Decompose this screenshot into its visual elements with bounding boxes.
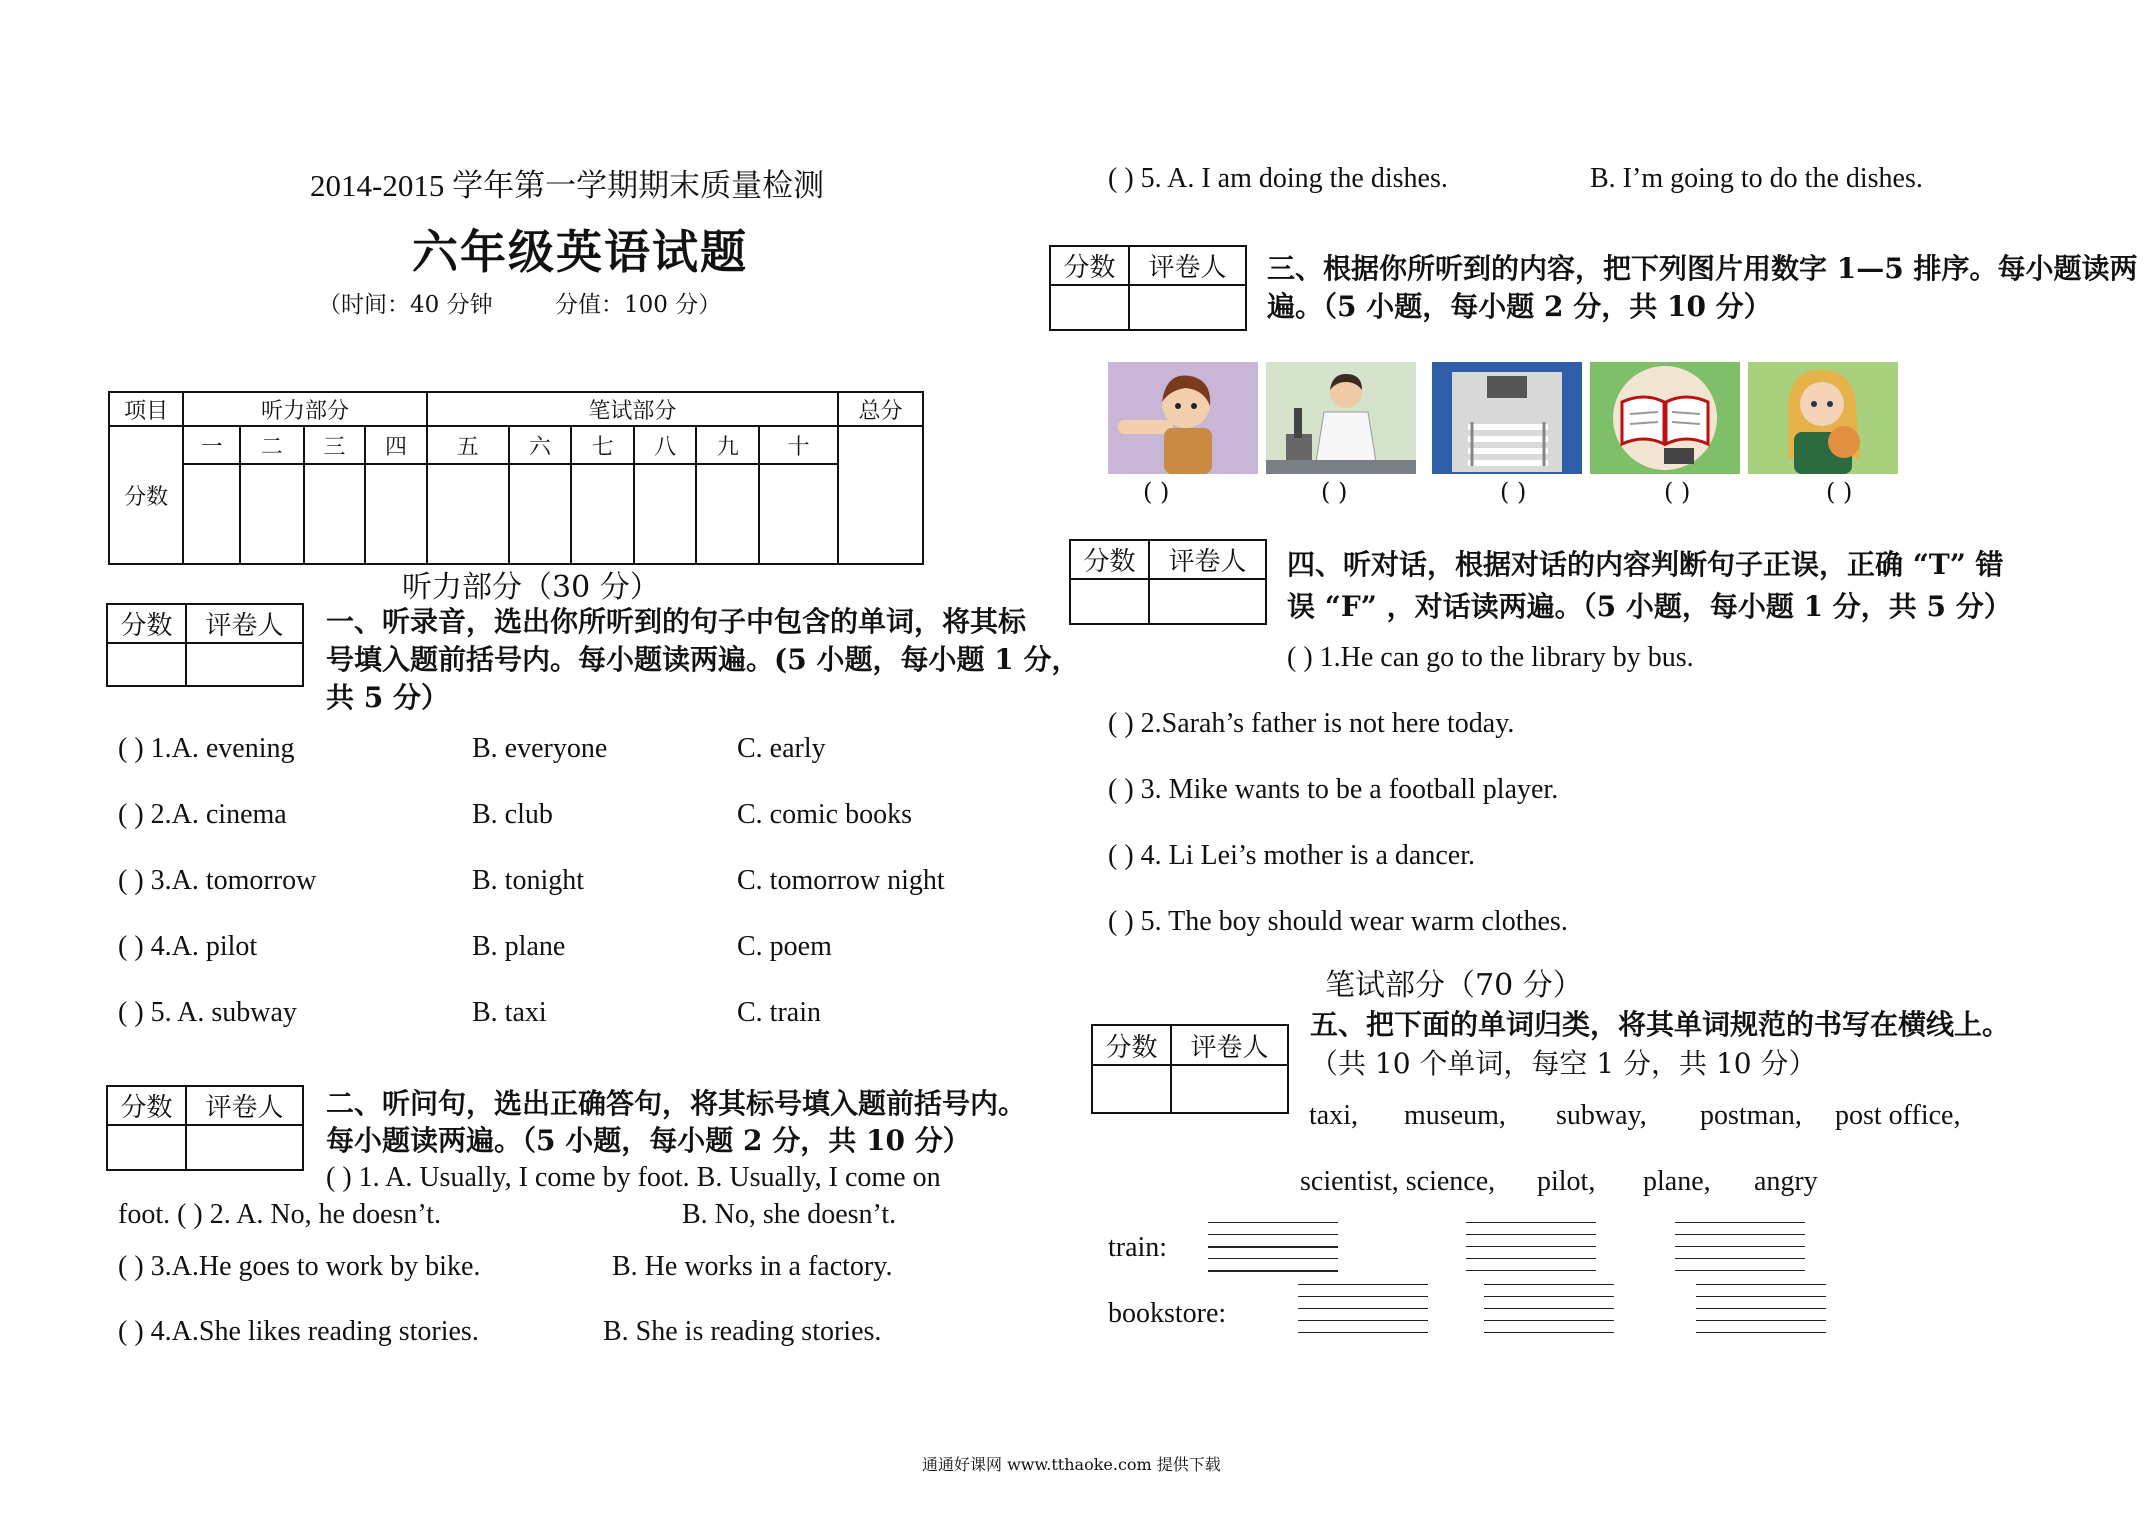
s5-word: plane, xyxy=(1643,1166,1711,1197)
score-cell[interactable] xyxy=(634,464,697,564)
exam-subtitle: 2014-2015 学年第一学期期末质量检测 xyxy=(310,168,825,203)
s1-q3-b: B. tonight xyxy=(472,865,585,896)
footer-source: 通通好课网 www.tthaoke.com 提供下载 xyxy=(922,1455,1221,1474)
grader-score-label: 分数 xyxy=(1092,1025,1171,1065)
s2-q4-a[interactable]: ( ) 4.A.She likes reading stories. xyxy=(118,1316,479,1347)
s5-word: subway, xyxy=(1556,1100,1647,1131)
s2-q5-b: B. I’m going to do the dishes. xyxy=(1590,163,1923,194)
s2-q3-b: B. He works in a factory. xyxy=(612,1251,893,1282)
s1-q5-a[interactable]: ( ) 5. A. subway xyxy=(118,997,297,1028)
score-table xyxy=(108,391,924,565)
score-col: 四 xyxy=(365,426,427,464)
book-icon xyxy=(1590,362,1740,474)
s5-label-bookstore: bookstore: xyxy=(1108,1298,1227,1329)
score-cell[interactable] xyxy=(509,464,572,564)
grader-name-label: 评卷人 xyxy=(1149,540,1266,579)
score-cell[interactable] xyxy=(427,464,509,564)
s1-q4-a[interactable]: ( ) 4.A. pilot xyxy=(118,931,258,962)
grader-box xyxy=(106,1085,304,1171)
s3-paren-4[interactable]: ( ) xyxy=(1664,478,1691,506)
s2-q5-a[interactable]: ( ) 5. A. I am doing the dishes. xyxy=(1108,163,1448,194)
girl-pointing-icon xyxy=(1108,362,1258,474)
s4-q4[interactable]: ( ) 4. Li Lei’s mother is a dancer. xyxy=(1108,840,1475,871)
s3-paren-3[interactable]: ( ) xyxy=(1500,478,1527,506)
score-col: 十 xyxy=(759,426,838,464)
section2-instruction-2: 每小题读两遍。（5 小题，每小题 2 分，共 10 分） xyxy=(326,1124,971,1157)
score-cell[interactable] xyxy=(696,464,759,564)
section4-instruction-1: 四、听对话，根据对话的内容判断句子正误，正确 “T” 错 xyxy=(1287,548,2004,581)
score-cell[interactable] xyxy=(183,464,240,564)
crosswalk-icon xyxy=(1432,362,1582,474)
s5-word: scientist, science, xyxy=(1300,1166,1496,1197)
grader-score-cell[interactable] xyxy=(107,643,186,686)
s1-q1-a[interactable]: ( ) 1.A. evening xyxy=(118,733,295,764)
s3-paren-5[interactable]: ( ) xyxy=(1826,478,1853,506)
score-col: 二 xyxy=(240,426,304,464)
grader-score-cell[interactable] xyxy=(1092,1065,1171,1113)
section1-instruction-3: 共 5 分） xyxy=(326,681,449,714)
grader-box xyxy=(1049,245,1247,331)
grader-name-cell[interactable] xyxy=(1171,1065,1288,1113)
grader-name-label: 评卷人 xyxy=(1129,246,1246,285)
grader-name-cell[interactable] xyxy=(186,1125,303,1170)
s1-q1-c: C. early xyxy=(737,733,826,764)
s1-q3-c: C. tomorrow night xyxy=(737,865,945,896)
score-col: 五 xyxy=(427,426,509,464)
s4-q1[interactable]: ( ) 1.He can go to the library by bus. xyxy=(1287,642,1694,673)
score-table-score-label: 分数 xyxy=(109,426,183,564)
score-col: 一 xyxy=(183,426,240,464)
s3-paren-2[interactable]: ( ) xyxy=(1321,478,1348,506)
section3-instruction-2: 遍。（5 小题，每小题 2 分，共 10 分） xyxy=(1267,290,1772,323)
score-cell[interactable] xyxy=(304,464,366,564)
s1-q2-a[interactable]: ( ) 2.A. cinema xyxy=(118,799,287,830)
grader-box xyxy=(1091,1024,1289,1114)
score-total-cell[interactable] xyxy=(838,426,923,564)
s1-q2-c: C. comic books xyxy=(737,799,912,830)
s1-q1-b: B. everyone xyxy=(472,733,608,764)
grader-name-label: 评卷人 xyxy=(186,1086,303,1125)
grader-box xyxy=(1069,539,1267,625)
s5-word: taxi, xyxy=(1309,1100,1358,1131)
score-table-total-label: 总分 xyxy=(838,392,923,426)
scientist-microscope-icon xyxy=(1266,362,1416,474)
section2-instruction-1: 二、听问句，选出正确答句，将其标号填入题前括号内。 xyxy=(326,1087,1027,1120)
section5-instruction-2: （共 10 个单词，每空 1 分，共 10 分） xyxy=(1310,1047,1817,1080)
grader-score-cell[interactable] xyxy=(107,1125,186,1170)
section5-instruction-1: 五、把下面的单词归类，将其单词规范的书写在横线上。 xyxy=(1310,1008,2011,1041)
section4-instruction-2: 误 “F” ，对话读两遍。（5 小题，每小题 1 分，共 5 分） xyxy=(1287,590,2012,623)
s2-q2-b: B. No, she doesn’t. xyxy=(682,1199,897,1230)
score-col: 六 xyxy=(509,426,572,464)
grader-name-cell[interactable] xyxy=(186,643,303,686)
exam-time: （时间：40 分钟 xyxy=(318,292,493,318)
score-cell[interactable] xyxy=(365,464,427,564)
score-cell[interactable] xyxy=(240,464,304,564)
s1-q5-b: B. taxi xyxy=(472,997,547,1028)
s4-q3[interactable]: ( ) 3. Mike wants to be a football player. xyxy=(1108,774,1559,805)
s5-label-train: train: xyxy=(1108,1232,1168,1263)
grader-score-label: 分数 xyxy=(1050,246,1129,285)
s5-word: angry xyxy=(1754,1166,1818,1197)
score-col: 八 xyxy=(634,426,697,464)
grader-score-cell[interactable] xyxy=(1050,285,1129,330)
s2-q3-a[interactable]: ( ) 3.A.He goes to work by bike. xyxy=(118,1251,481,1282)
score-table-listening-label: 听力部分 xyxy=(183,392,427,426)
grader-score-label: 分数 xyxy=(107,604,186,643)
score-cell[interactable] xyxy=(759,464,838,564)
grader-name-label: 评卷人 xyxy=(1171,1025,1288,1065)
grader-name-label: 评卷人 xyxy=(186,604,303,643)
listening-section-title: 听力部分（30 分） xyxy=(402,570,660,605)
score-cell[interactable] xyxy=(571,464,634,564)
section1-instruction-1: 一、听录音，选出你所听到的句子中包含的单词，将其标 xyxy=(326,605,1027,638)
s5-word: postman, xyxy=(1700,1100,1802,1131)
exam-score: 分值：100 分） xyxy=(555,292,722,318)
grader-name-cell[interactable] xyxy=(1129,285,1246,330)
s1-q4-b: B. plane xyxy=(472,931,566,962)
writing-section-title: 笔试部分（70 分） xyxy=(1325,968,1583,1003)
score-col: 七 xyxy=(571,426,634,464)
s5-word: museum, xyxy=(1404,1100,1506,1131)
score-table-writing-label: 笔试部分 xyxy=(427,392,838,426)
exam-title: 六年级英语试题 xyxy=(412,225,748,279)
section3-instruction-1: 三、根据你所听到的内容，把下列图片用数字 1—5 排序。每小题读两 xyxy=(1267,252,2138,285)
score-table-item-label: 项目 xyxy=(109,392,183,426)
s5-word: post office, xyxy=(1835,1100,1961,1131)
s1-q3-a[interactable]: ( ) 3.A. tomorrow xyxy=(118,865,317,896)
s2-q1-cont[interactable]: foot. ( ) 2. A. No, he doesn’t. xyxy=(118,1199,441,1230)
grader-box xyxy=(106,603,304,687)
s3-paren-1[interactable]: ( ) xyxy=(1143,478,1170,506)
s4-q5[interactable]: ( ) 5. The boy should wear warm clothes. xyxy=(1108,906,1568,937)
grader-score-label: 分数 xyxy=(107,1086,186,1125)
s2-q4-b: B. She is reading stories. xyxy=(603,1316,882,1347)
girl-with-cat-icon xyxy=(1748,362,1898,474)
s1-q4-c: C. poem xyxy=(737,931,832,962)
s1-q2-b: B. club xyxy=(472,799,553,830)
grader-score-cell[interactable] xyxy=(1070,579,1149,624)
grader-name-cell[interactable] xyxy=(1149,579,1266,624)
score-col: 九 xyxy=(696,426,759,464)
section1-instruction-2: 号填入题前括号内。每小题读两遍。(5 小题，每小题 1 分， xyxy=(326,643,1080,676)
score-col: 三 xyxy=(304,426,366,464)
s5-word: pilot, xyxy=(1537,1166,1596,1197)
s1-q5-c: C. train xyxy=(737,997,821,1028)
s2-q1[interactable]: ( ) 1. A. Usually, I come by foot. B. Usually, I come on xyxy=(326,1162,941,1193)
grader-score-label: 分数 xyxy=(1070,540,1149,579)
s4-q2[interactable]: ( ) 2.Sarah’s father is not here today. xyxy=(1108,708,1515,739)
